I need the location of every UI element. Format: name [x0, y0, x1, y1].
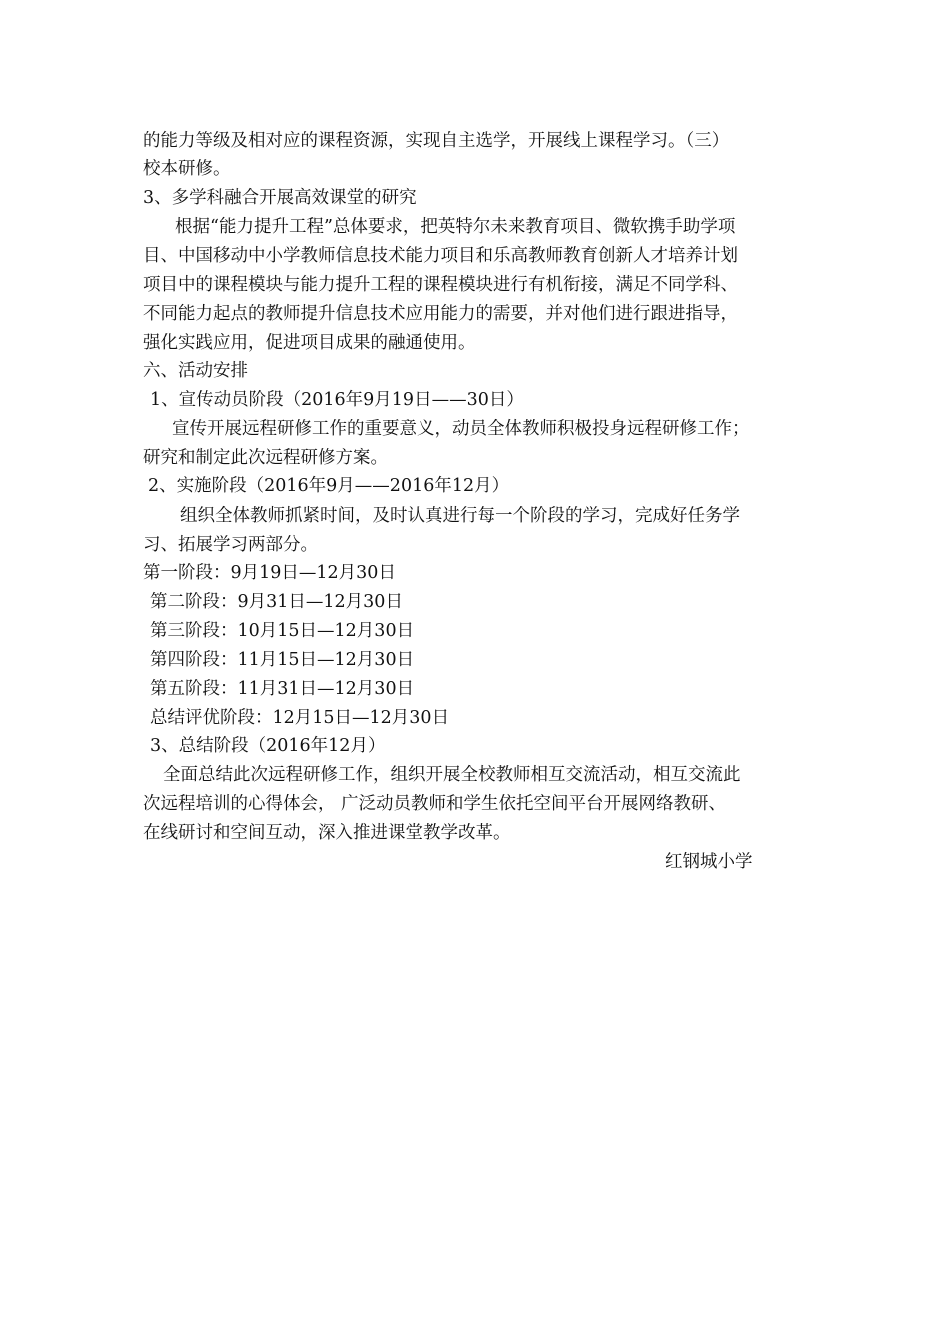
text-line: 在线研讨和空间互动，深入推进课堂教学改革。 [143, 823, 511, 843]
phase-line: 总结评优阶段：12月15日—12月30日 [150, 708, 450, 728]
text-line: 次远程培训的心得体会， 广泛动员教师和学生依托空间平台开展网络教研、 [143, 794, 727, 814]
section-heading: 六、活动安排 [143, 361, 248, 381]
text-line: 目、中国移动中小学教师信息技术能力项目和乐高教师教育创新人才培养计划 [143, 246, 738, 266]
text-line: 全面总结此次远程研修工作，组织开展全校教师相互交流活动，相互交流此 [163, 765, 741, 785]
text-line: 研究和制定此次远程研修方案。 [143, 448, 388, 468]
stage-heading: 2、实施阶段（2016年9月——2016年12月） [148, 476, 510, 496]
text-line: 强化实践应用，促进项目成果的融通使用。 [143, 333, 476, 353]
stage-heading: 3、总结阶段（2016年12月） [150, 736, 386, 756]
text-line: 的能力等级及相对应的课程资源，实现自主选学，开展线上课程学习。（三） [143, 131, 730, 151]
phase-line: 第二阶段：9月31日—12月30日 [150, 592, 403, 612]
section-heading: 3、多学科融合开展高效课堂的研究 [143, 188, 417, 208]
text-line: 习、拓展学习两部分。 [143, 535, 318, 555]
text-line: 不同能力起点的教师提升信息技术应用能力的需要，并对他们进行跟进指导， [143, 304, 738, 324]
text-line: 宣传开展远程研修工作的重要意义，动员全体教师积极投身远程研修工作； [172, 419, 750, 439]
phase-line: 第四阶段：11月15日—12月30日 [150, 650, 415, 670]
text-line: 组织全体教师抓紧时间，及时认真进行每一个阶段的学习，完成好任务学 [180, 506, 740, 526]
text-line: 根据“能力提升工程”总体要求，把英特尔未来教育项目、微软携手助学项 [175, 217, 736, 237]
phase-line: 第三阶段：10月15日—12月30日 [150, 621, 415, 641]
phase-line: 第一阶段：9月19日—12月30日 [143, 563, 396, 583]
stage-heading: 1、宣传动员阶段（2016年9月19日——30日） [150, 390, 524, 410]
text-line: 校本研修。 [143, 159, 231, 179]
signature: 红钢城小学 [665, 852, 753, 872]
phase-line: 第五阶段：11月31日—12月30日 [150, 679, 415, 699]
text-line: 项目中的课程模块与能力提升工程的课程模块进行有机衔接，满足不同学科、 [143, 275, 738, 295]
